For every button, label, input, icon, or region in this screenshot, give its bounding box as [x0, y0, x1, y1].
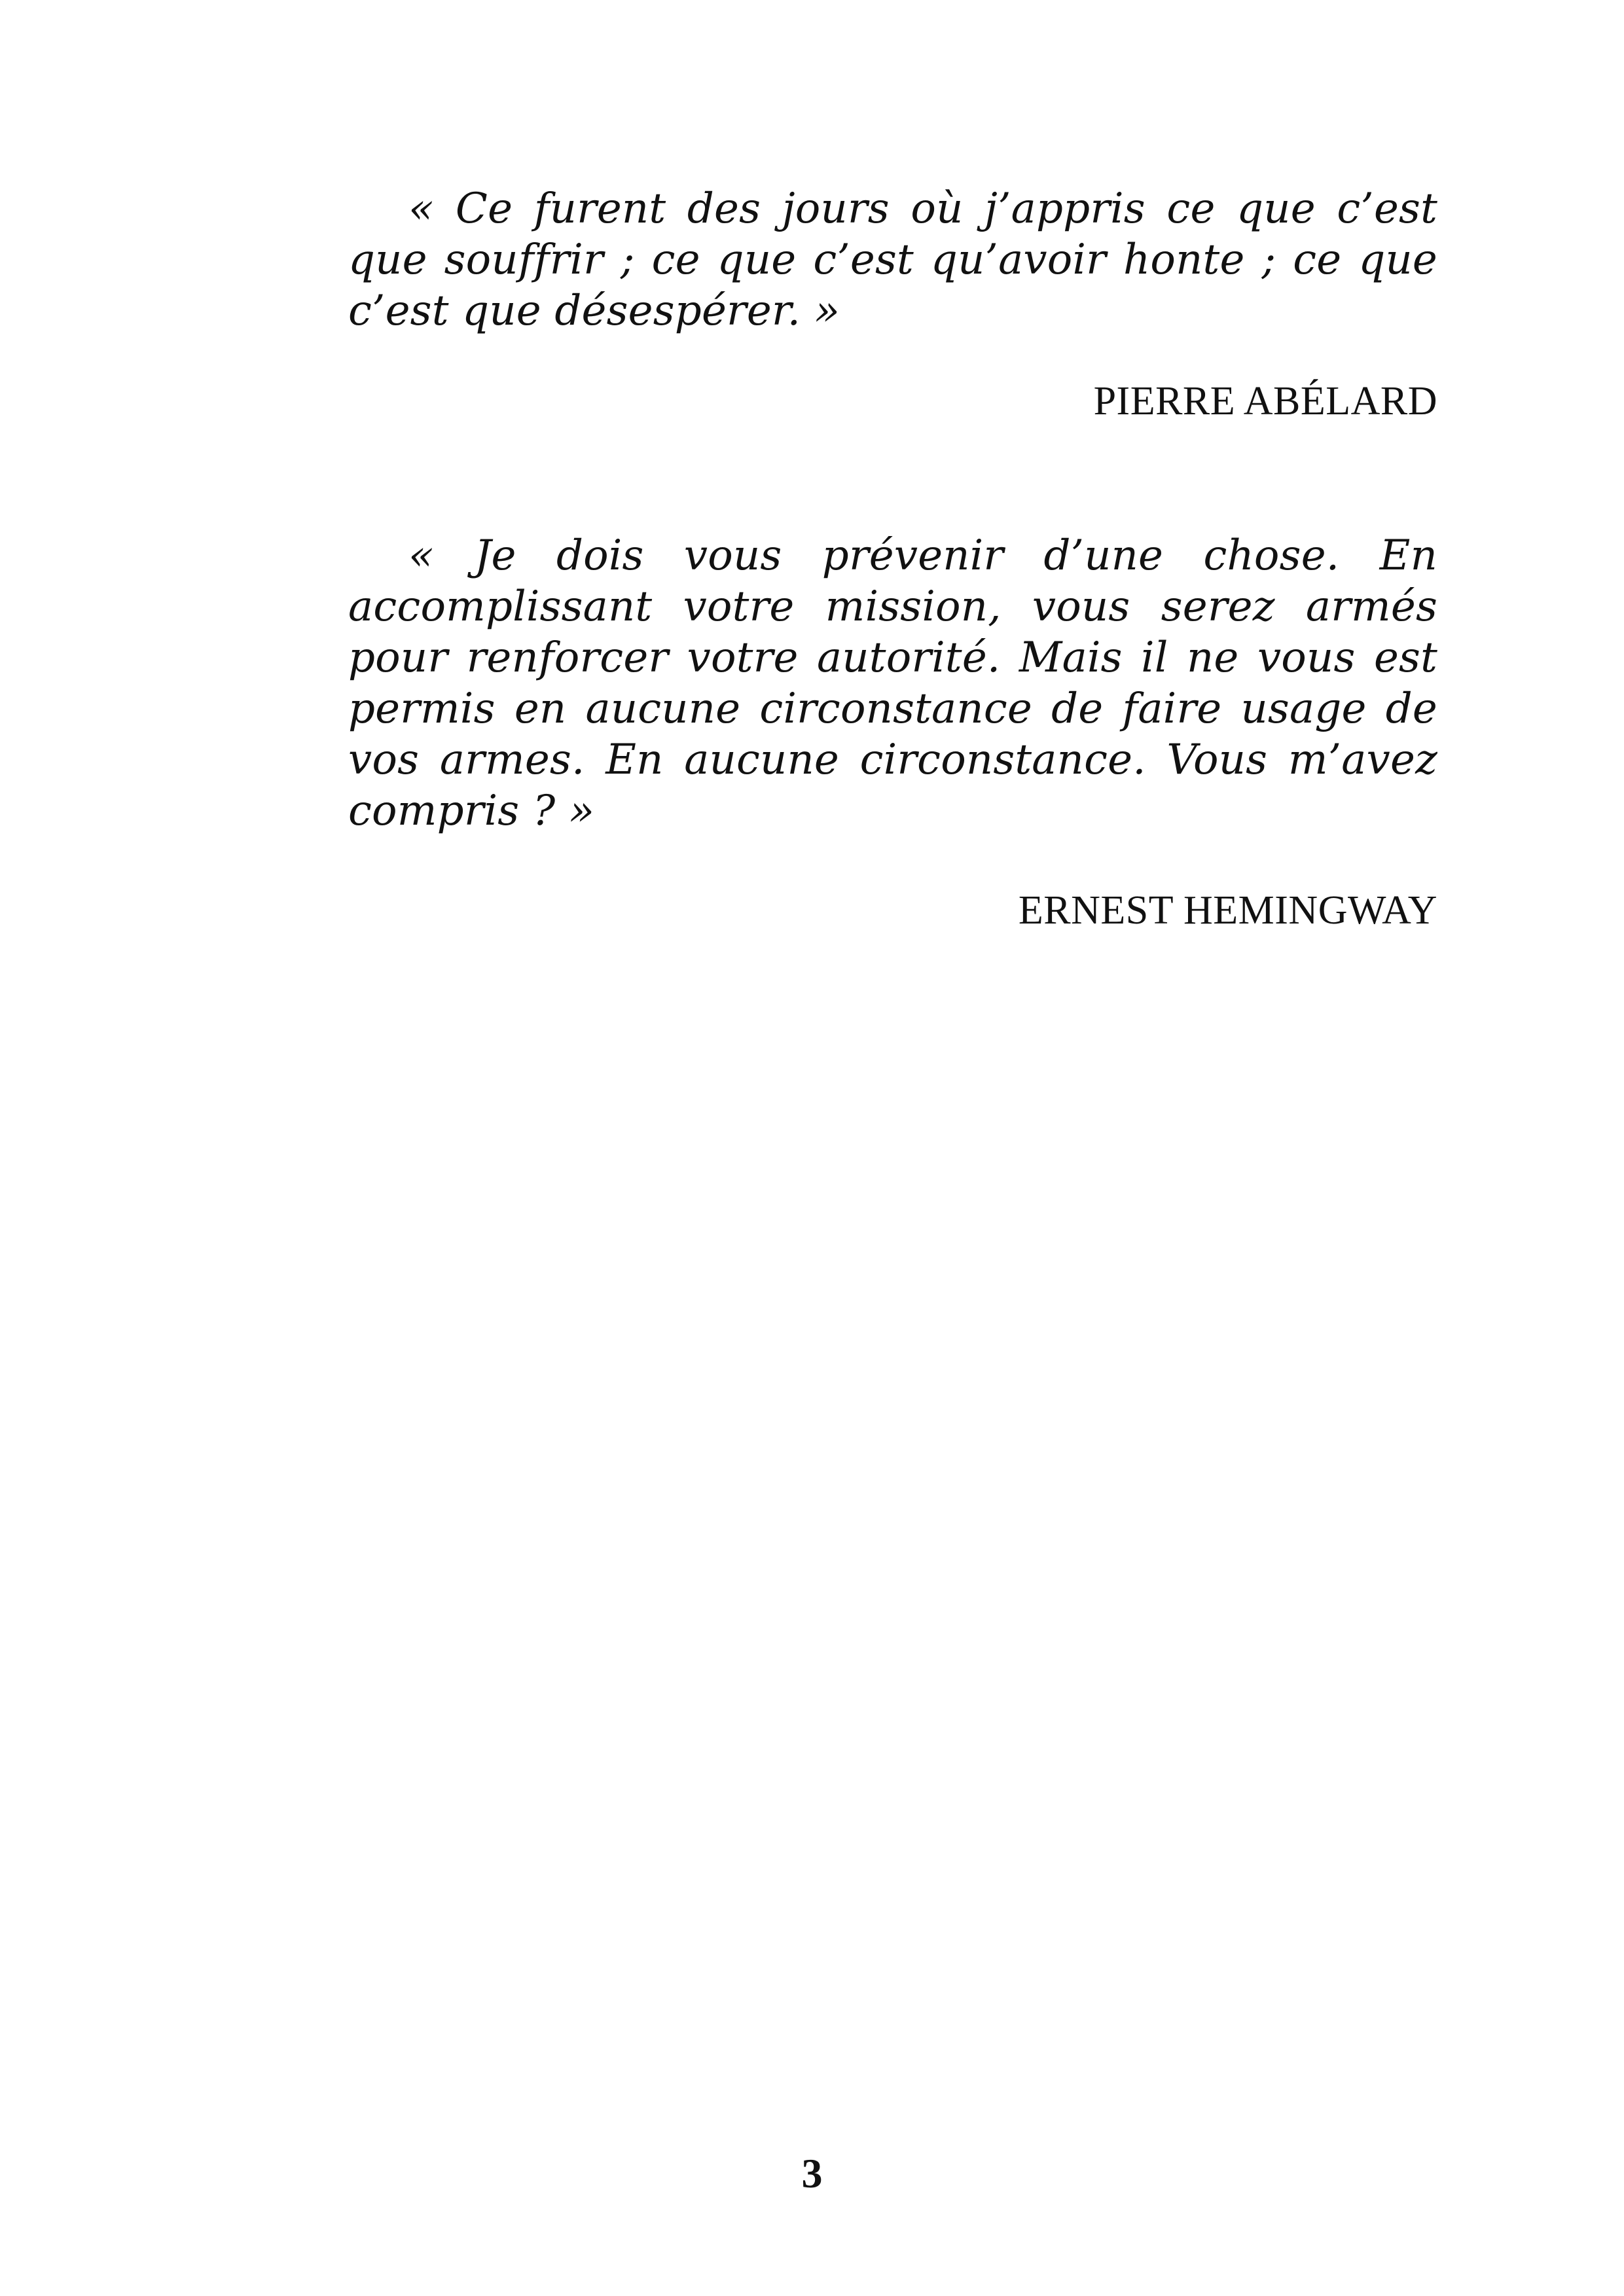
epigraph-author: ERNEST HEMINGWAY — [1018, 888, 1437, 933]
epigraph-abelard — [348, 183, 1437, 427]
page-number: 3 — [801, 2150, 823, 2197]
epigraph-hemingway — [348, 530, 1437, 936]
epigraph-quote: « Ce furent des jours où j’appris ce que c’est que souffrir ; ce que c’est qu’avoir honte ; ce que c’est que désespérer. » — [348, 185, 1437, 335]
epigraph-author: PIERRE ABÉLARD — [1093, 379, 1437, 423]
epigraph-quote: « Je dois vous prévenir d’une chose. En accomplissant votre mission, vous serez armés pour renforcer votre autorité. Mais il ne vous est permis en aucune circonstance de faire usage de vos armes. En aucune circonstance. Vous m’avez compris ? » — [348, 531, 1437, 835]
